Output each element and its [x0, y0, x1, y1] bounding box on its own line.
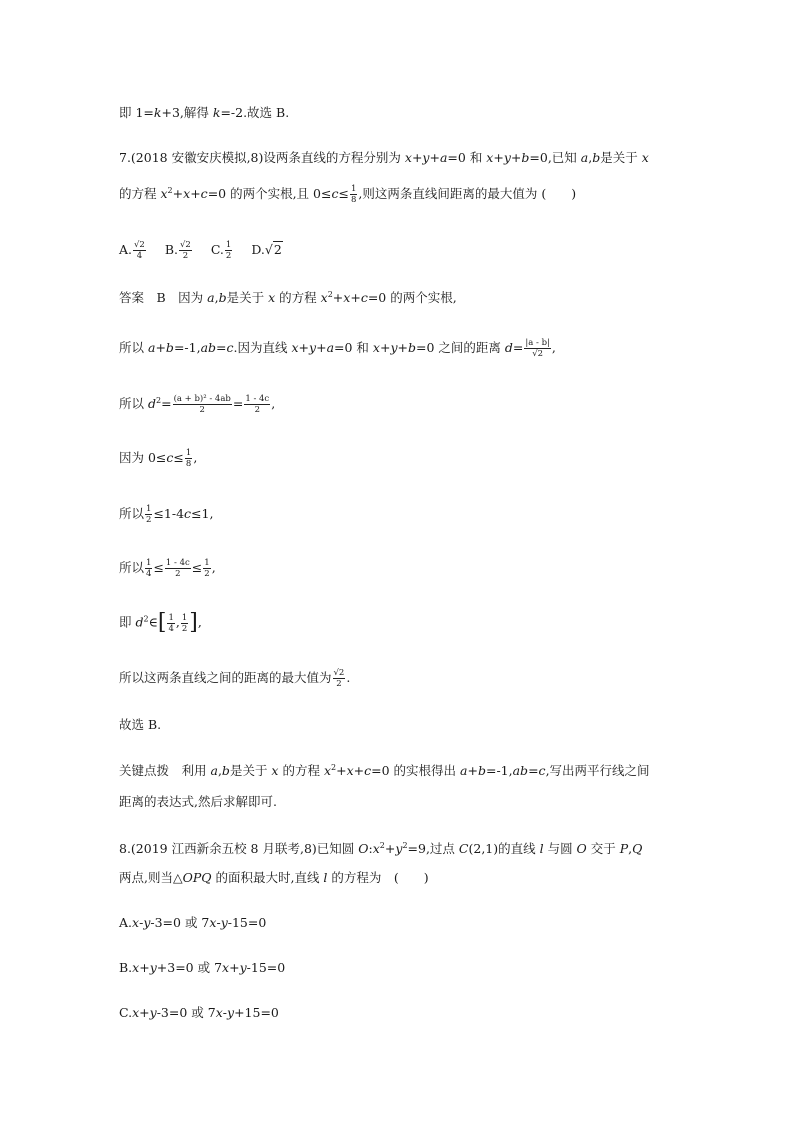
question-7-options [119, 240, 283, 261]
solution-step-7: 所以这两条直线之间的距离的最大值为 $\frac{√2}{2}$ . [119, 668, 351, 689]
solution-conclusion: 故选 B. [119, 717, 162, 732]
question-8-option-b[interactable]: B.x+y+3=0 或 7x+y-15=0 [119, 960, 286, 975]
answer-line: 答案 B 因为 a,b是关于 x 的方程 $x^2+x+c=0$ 的两个实根, [119, 290, 457, 305]
fraction: $\frac{1}{8}$ [350, 184, 357, 205]
question-8-line-2: 两点,则当△OPQ 的面积最大时,直线 l 的方程为 ( ) [119, 870, 429, 885]
question-8-line-1: 8.(2019 江西新余五校 8 月联考,8)已知圆 $O:x^2+y^2=9$,过点 C(2,1)的直线 l 与圆 O 交于 P,Q [119, 841, 643, 856]
question-7-line-2: 的方程 $x^2+x+c=0$ 的两个实根,且 0≤c≤ $\frac{1}{8}$ ,则这两条直线间距离的最大值为 ( ) [119, 184, 577, 205]
option-b[interactable]: B. $\frac{√2}{2}$ [164, 240, 191, 261]
question-7-line-1: 7.(2018 安徽安庆模拟,8)设两条直线的方程分别为 x+y+a=0 和 x+y+b=0,已知 a,b是关于 x [119, 150, 649, 165]
solution-step-1: 所以 a+b=-1,ab=c.因为直线 x+y+a=0 和 x+y+b=0 之间的距离 d= $\frac{|a - b|}{√2}$ , [119, 338, 556, 359]
key-point-line-1: 关键点拨 利用 a,b是关于 x 的方程 $x^2+x+c=0$ 的实根得出 a+b=-1,ab=c,写出两平行线之间 [119, 763, 650, 778]
option-d[interactable]: D.√2 [251, 242, 282, 257]
fraction: $\frac{|a - b|}{√2}$ [525, 338, 550, 359]
option-c[interactable]: C. $\frac{1}{2}$ [210, 240, 232, 261]
solution-step-3: 因为 0≤c≤ $\frac{1}{8}$ , [119, 448, 198, 469]
question-8-option-c[interactable]: C.x+y-3=0 或 7x-y+15=0 [119, 1005, 279, 1020]
solution-step-2: 所以 $d^2=$ $\frac{\text{(a + b)² - 4ab}}{2}$ = $\frac{1 - 4c}{2}$ , [119, 394, 276, 415]
solution-step-5: 所以 $\frac{1}{4}$ ≤ $\frac{1 - 4c}{2}$ ≤ $\frac{1}{2}$ , [119, 558, 216, 579]
solution-step-6: 即 $d^2\in$[ $\frac{1}{4}$ , $\frac{1}{2}$ ], [119, 610, 202, 635]
solution-step-4: 所以 $\frac{1}{2}$ ≤1-4c≤1, [119, 504, 214, 525]
question-8-option-a[interactable]: A.x-y-3=0 或 7x-y-15=0 [119, 915, 267, 930]
option-a[interactable]: A. $\frac{√2}{4}$ [119, 240, 145, 261]
solution-prev-line: 即 1=k+3,解得 k=-2.故选 B. [119, 105, 290, 120]
key-point-line-2: 距离的表达式,然后求解即可. [119, 794, 277, 809]
